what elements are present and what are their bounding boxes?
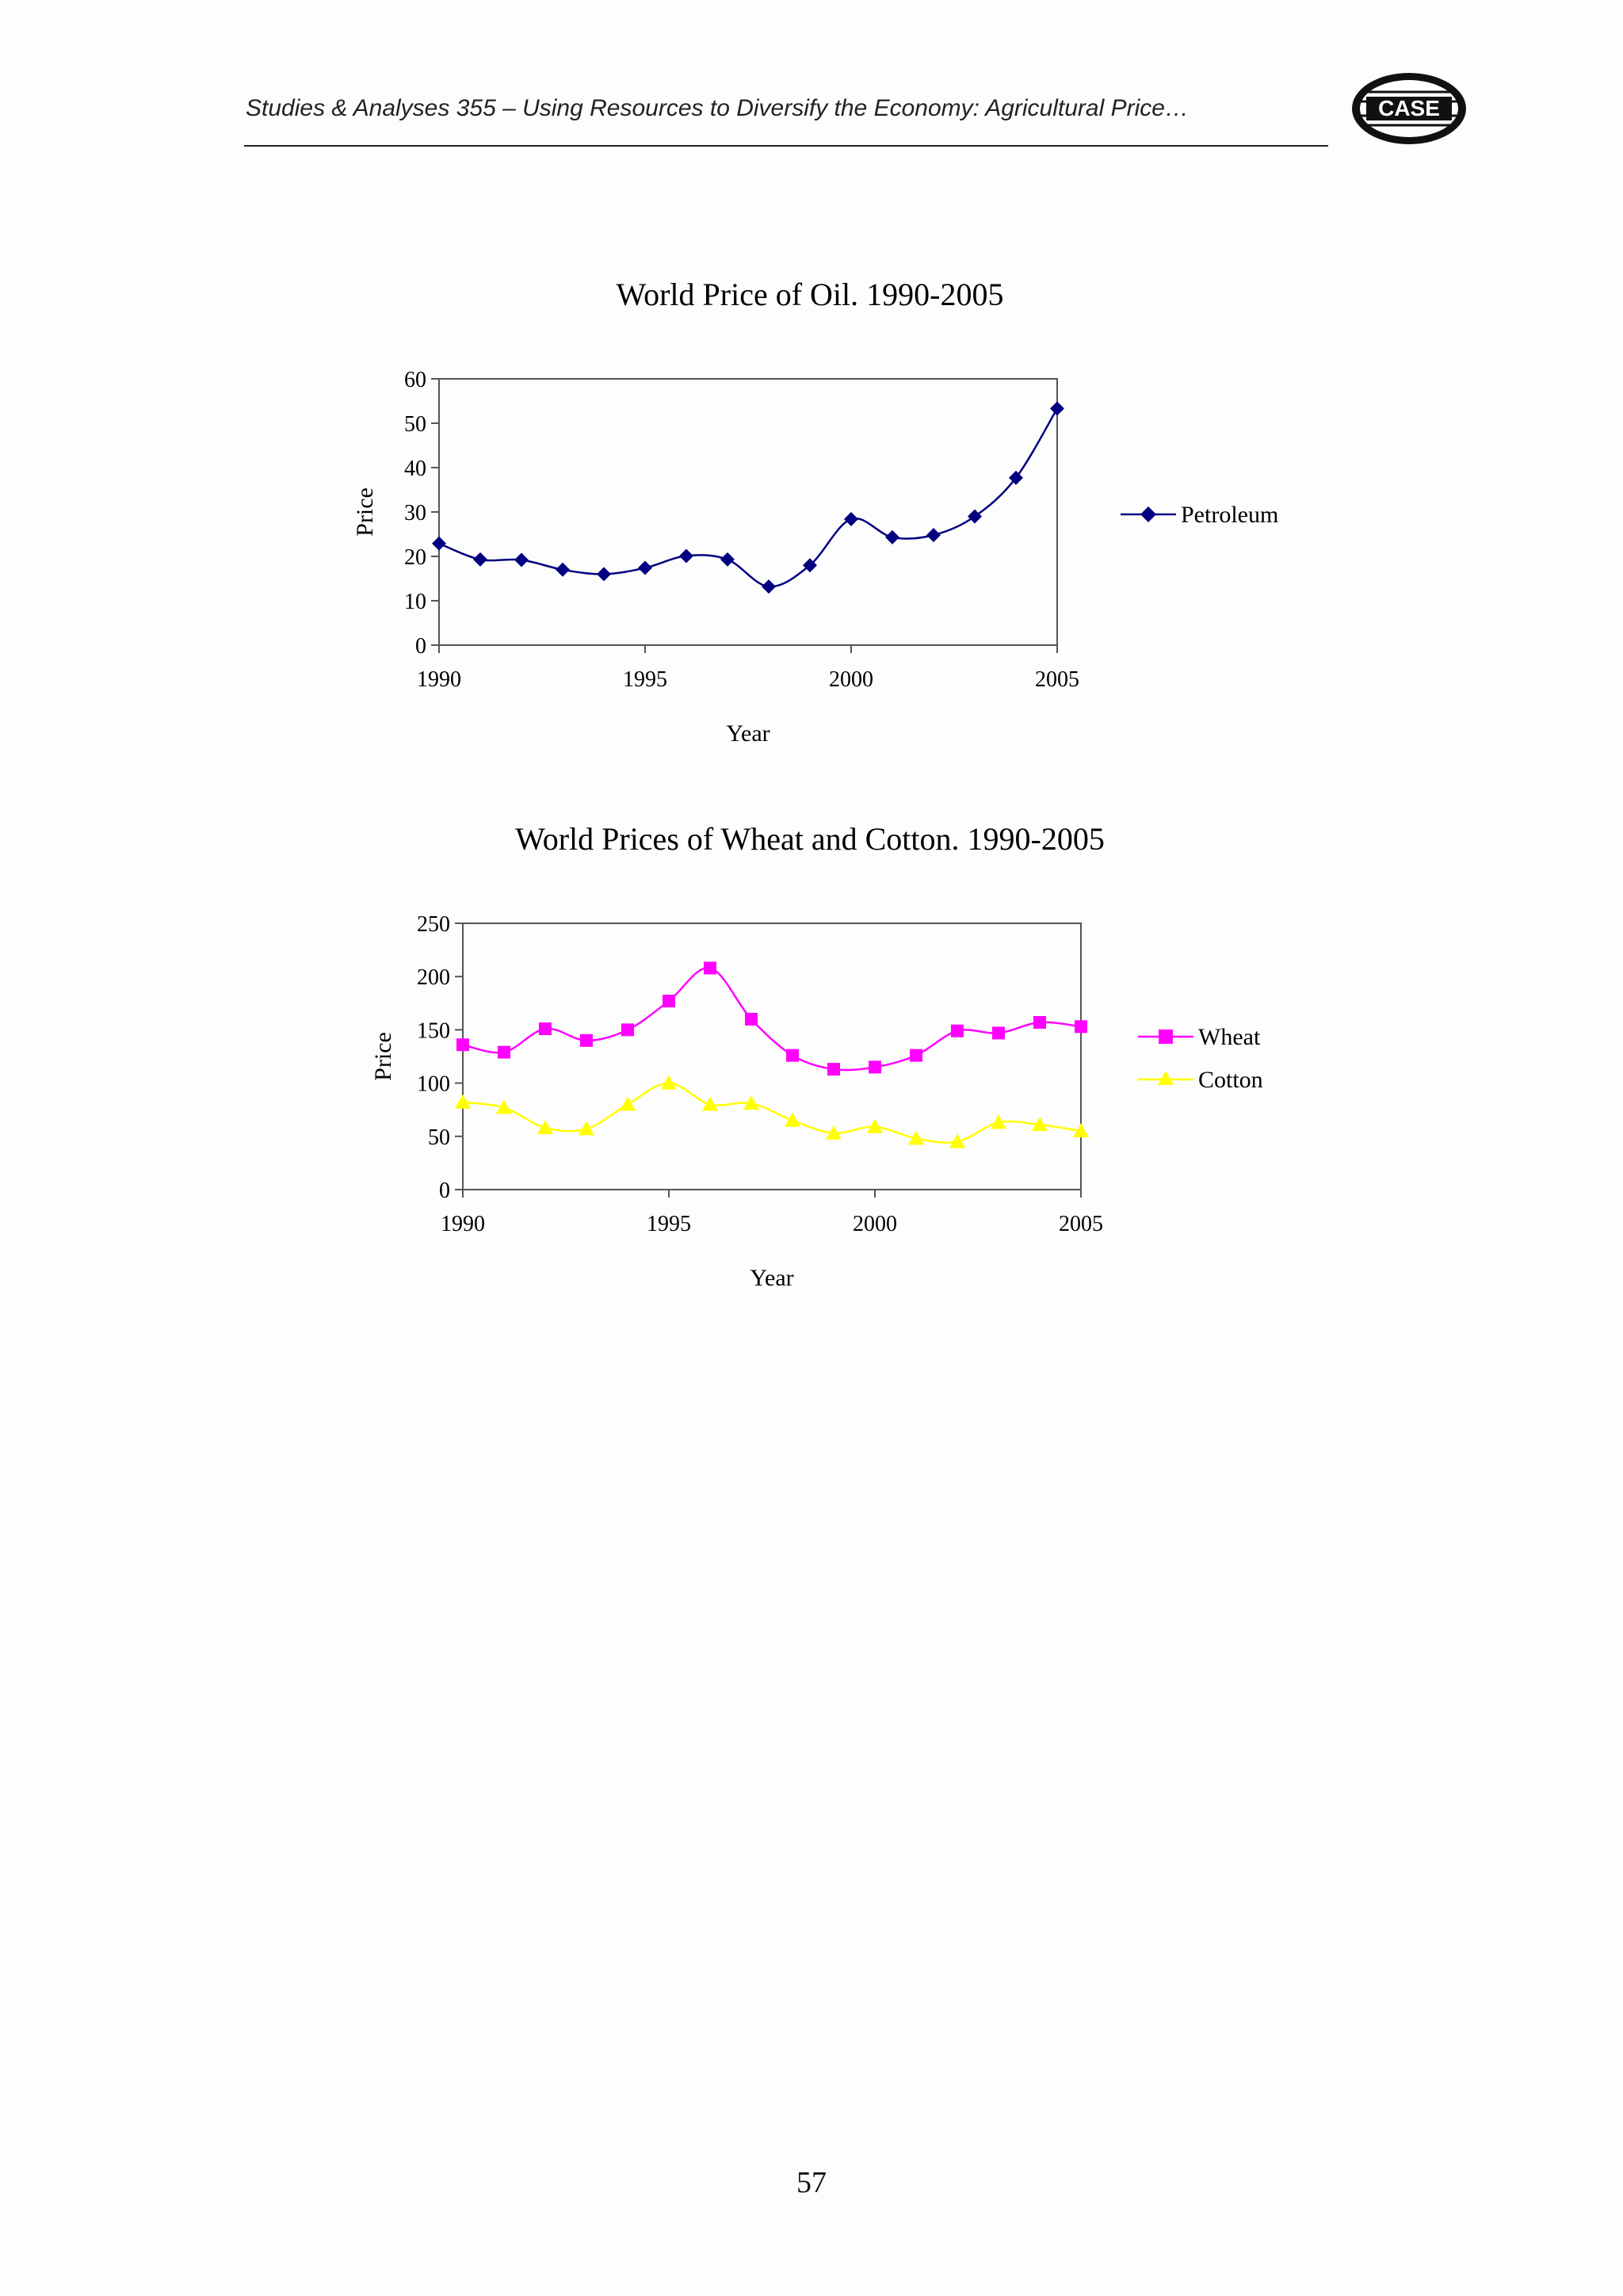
y-axis-label: Price bbox=[370, 1032, 396, 1081]
running-header: Studies & Analyses 355 – Using Resources to Diversify the Economy: Agricultural Price… bbox=[246, 95, 1189, 121]
y-tick-label: 150 bbox=[417, 1018, 450, 1044]
data-point-wheat bbox=[1033, 1016, 1046, 1029]
y-tick-label: 10 bbox=[404, 590, 426, 614]
data-point-wheat bbox=[910, 1049, 922, 1062]
y-tick-label: 50 bbox=[404, 412, 426, 437]
x-tick-label: 2000 bbox=[829, 667, 873, 692]
data-point-wheat bbox=[704, 961, 716, 974]
data-point-cotton bbox=[702, 1096, 718, 1110]
y-tick-label: 200 bbox=[417, 965, 450, 991]
x-tick-label: 2000 bbox=[853, 1212, 897, 1236]
data-point-wheat bbox=[539, 1022, 552, 1035]
legend-label-cotton: Cotton bbox=[1198, 1067, 1263, 1093]
data-point-wheat bbox=[745, 1013, 758, 1026]
x-tick-label: 1995 bbox=[647, 1212, 691, 1236]
data-point-cotton bbox=[579, 1121, 594, 1135]
legend-label-wheat: Wheat bbox=[1198, 1024, 1261, 1050]
data-point-wheat bbox=[663, 995, 675, 1007]
data-point-wheat bbox=[580, 1034, 593, 1047]
chart-title: World Prices of Wheat and Cotton. 1990-2005 bbox=[515, 821, 1105, 857]
x-tick-label: 2005 bbox=[1035, 667, 1079, 692]
data-point-wheat bbox=[498, 1046, 510, 1059]
x-tick-label: 2005 bbox=[1059, 1212, 1103, 1236]
y-tick-label: 0 bbox=[415, 634, 426, 659]
data-point-cotton bbox=[661, 1075, 677, 1090]
data-point-wheat bbox=[1075, 1020, 1087, 1033]
data-point-cotton bbox=[537, 1120, 553, 1134]
data-point-wheat bbox=[992, 1026, 1005, 1039]
x-axis-label: Year bbox=[750, 1265, 794, 1291]
x-tick-label: 1990 bbox=[441, 1212, 485, 1236]
series-line-wheat bbox=[463, 968, 1081, 1070]
chart-title: World Price of Oil. 1990-2005 bbox=[616, 277, 1004, 312]
y-tick-label: 50 bbox=[428, 1125, 450, 1150]
y-tick-label: 60 bbox=[404, 368, 426, 392]
data-point-wheat bbox=[786, 1049, 799, 1062]
data-point-wheat bbox=[827, 1063, 840, 1075]
data-point-cotton bbox=[620, 1096, 636, 1110]
x-axis-label: Year bbox=[726, 720, 770, 747]
y-tick-label: 30 bbox=[404, 501, 426, 525]
y-tick-label: 250 bbox=[417, 912, 450, 937]
y-tick-label: 0 bbox=[439, 1179, 450, 1203]
y-tick-label: 20 bbox=[404, 545, 426, 570]
data-point-cotton bbox=[785, 1113, 800, 1127]
y-tick-label: 100 bbox=[417, 1072, 450, 1097]
x-tick-label: 1990 bbox=[417, 667, 461, 692]
logo-text: CASE bbox=[1378, 96, 1440, 120]
plot-frame bbox=[463, 923, 1081, 1190]
data-point-wheat bbox=[621, 1023, 634, 1036]
data-point-cotton bbox=[455, 1095, 471, 1109]
data-point-wheat bbox=[869, 1060, 881, 1073]
page-number: 57 bbox=[796, 2166, 827, 2199]
legend-label-petroleum: Petroleum bbox=[1181, 502, 1279, 528]
y-tick-label: 40 bbox=[404, 457, 426, 481]
x-tick-label: 1995 bbox=[623, 667, 667, 692]
y-axis-label: Price bbox=[352, 487, 378, 537]
data-point-wheat bbox=[456, 1038, 469, 1051]
data-point-wheat bbox=[951, 1025, 964, 1037]
series-line-cotton bbox=[463, 1083, 1081, 1143]
